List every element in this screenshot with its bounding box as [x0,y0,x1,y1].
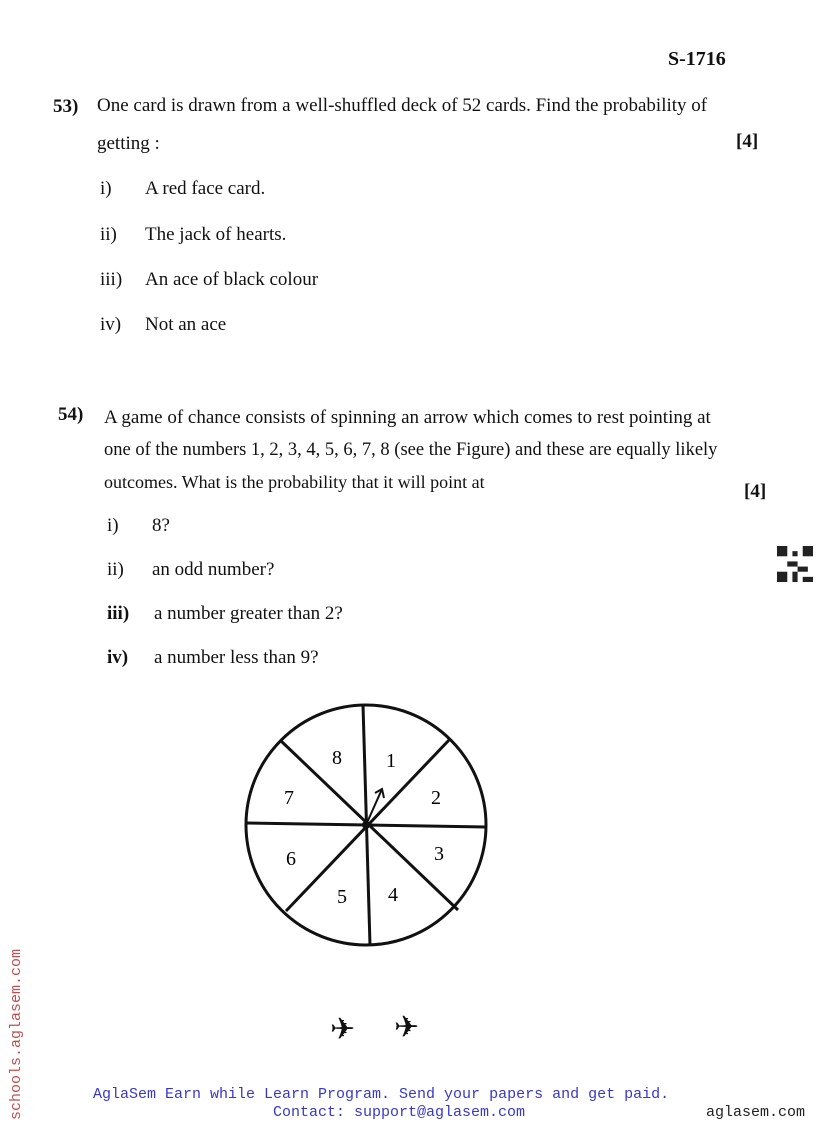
q53-number: 53) [53,96,79,117]
q53-part-text: Not an ace [145,314,227,335]
sector-label: 8 [332,747,342,769]
q53-part-label: i) [100,178,112,199]
q53-part-text: An ace of black colour [145,269,319,290]
sector-label: 4 [388,884,398,906]
q54-text-3: outcomes. What is the probability that it will point at [104,472,485,492]
sector-label: 2 [431,787,441,809]
q54-part-text: 8? [152,515,170,536]
q53-part-label: iii) [100,269,123,290]
sector-label: 7 [284,787,294,809]
sector-label: 5 [337,886,347,908]
q54-part-text: a number greater than 2? [154,603,343,624]
paper-code: S-1716 [668,48,726,70]
q54-text-2: one of the numbers 1, 2, 3, 4, 5, 6, 7, 8 (see the Figure) and these are equally likely [104,440,718,460]
sector-label: 1 [386,750,396,772]
q53-text-2: getting : [97,133,160,154]
q54-part-label: i) [107,515,119,536]
q54-part-label: iii) [107,603,130,624]
watermark: schools.aglasem.com [8,948,25,1120]
q53-part-text: A red face card. [145,178,266,199]
airplane-icon: ✈ [394,1010,420,1045]
q53-part-label: iv) [100,314,122,335]
footer-promo: AglaSem Earn while Learn Program. Send your papers and get paid. [93,1086,670,1103]
footer-contact[interactable]: Contact: support@aglasem.com [273,1104,526,1121]
q53-marks: [4] [736,131,759,152]
qr-code-icon [776,546,814,582]
q54-part-label: iv) [107,647,129,668]
q54-part-text: a number less than 9? [154,647,319,668]
q54-number: 54) [58,404,84,425]
airplane-icon: ✈ [330,1012,356,1047]
footer-site[interactable]: aglasem.com [706,1104,806,1121]
q54-text-1: A game of chance consists of spinning an arrow which comes to rest pointing at [104,407,711,428]
q53-part-label: ii) [100,224,117,245]
q54-part-label: ii) [107,559,124,580]
q54-part-text: an odd number? [152,559,275,580]
spinner-figure [236,697,496,957]
sector-label: 6 [286,848,296,870]
q53-text-1: One card is drawn from a well-shuffled deck of 52 cards. Find the probability of [97,95,708,116]
q53-part-text: The jack of hearts. [145,224,287,245]
q54-marks: [4] [744,481,767,502]
sector-label: 3 [434,843,444,865]
